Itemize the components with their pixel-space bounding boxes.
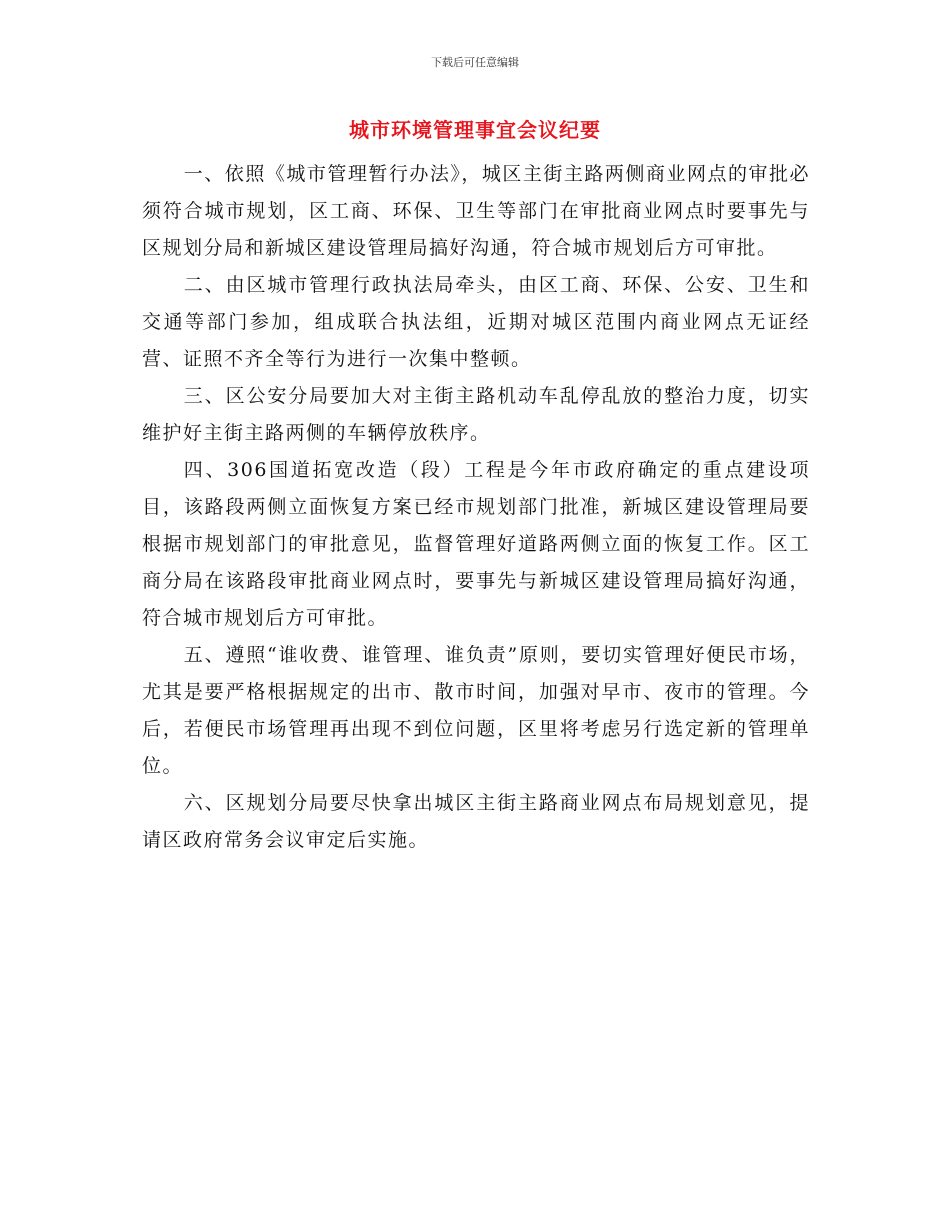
paragraph-1: 一、依照《城市管理暂行办法》，城区主街主路两侧商业网点的审批必须符合城市规划，区工商、环保、卫生等部门在审批商业网点时要事先与区规划分局和新城区建设管理局搞好沟通，符合城市规划后方可审批。: [142, 163, 810, 259]
page-header-note: 下载后可任意编辑: [431, 56, 519, 69]
document-body: [142, 156, 810, 859]
document-title: 城市环境管理事宜会议纪要: [349, 118, 601, 142]
paragraph-4: 四、306国道拓宽改造（段）工程是今年市政府确定的重点建设项目，该路段两侧立面恢复方案已经市规划部门批准，新城区建设管理局要根据市规划部门的审批意见，监督管理好道路两侧立面的恢复工作。区工商分局在该路段审批商业网点时，要事先与新城区建设管理局搞好沟通，符合城市规划后方可审批。: [142, 459, 810, 629]
paragraph-6: 六、区规划分局要尽快拿出城区主街主路商业网点布局规划意见，提请区政府常务会议审定后实施。: [142, 792, 810, 851]
paragraph-3: 三、区公安分局要加大对主街主路机动车乱停乱放的整治力度，切实维护好主街主路两侧的车辆停放秩序。: [142, 385, 810, 444]
paragraph-5: 五、遵照“谁收费、谁管理、谁负责”原则，要切实管理好便民市场，尤其是要严格根据规定的出市、散市时间，加强对早市、夜市的管理。今后，若便民市场管理再出现不到位问题，区里将考虑另行选定新的管理单位。: [142, 644, 810, 777]
paragraph-2: 二、由区城市管理行政执法局牵头，由区工商、环保、公安、卫生和交通等部门参加，组成联合执法组，近期对城区范围内商业网点无证经营、证照不齐全等行为进行一次集中整顿。: [142, 274, 810, 370]
